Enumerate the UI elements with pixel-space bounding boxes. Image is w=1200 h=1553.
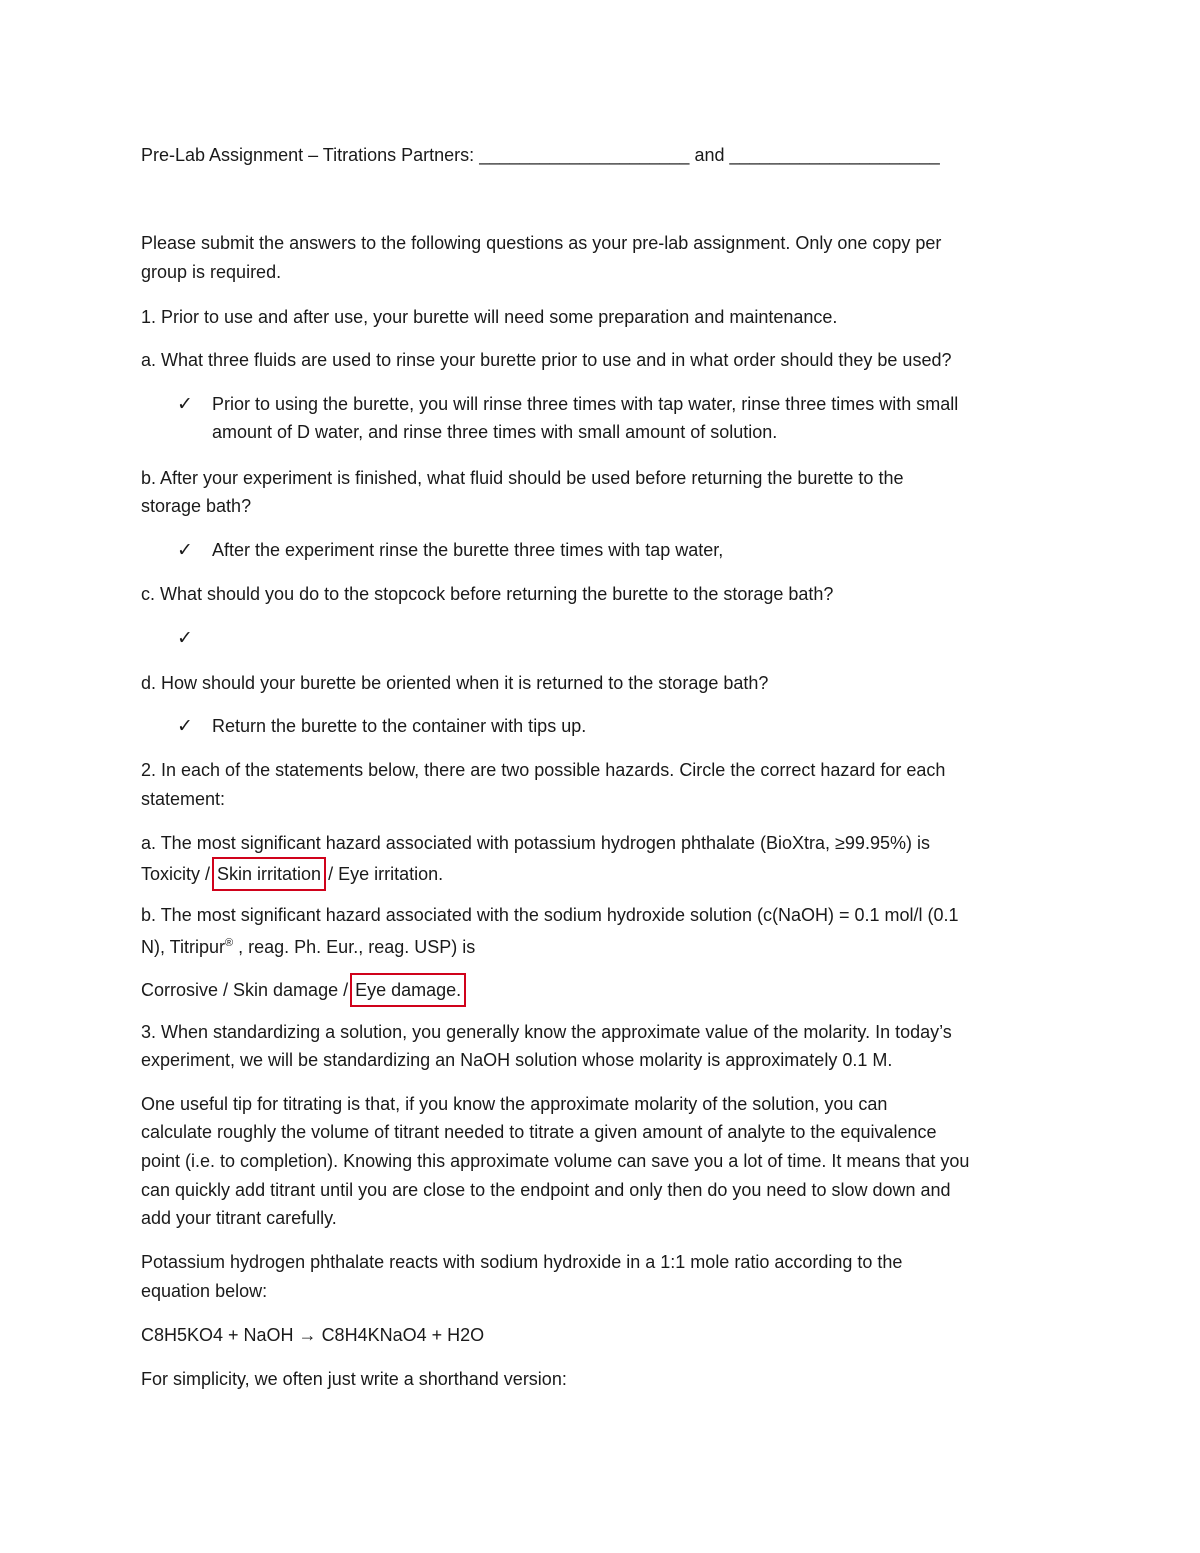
q2a-option-skin-irritation-circled[interactable]: Skin irritation (212, 857, 326, 891)
q3-line-1: 3. When standardizing a solution, you generally know the approximate value of the molarity. In today’s (141, 1022, 952, 1042)
q2-line-2: statement: (141, 789, 226, 809)
intro-line-1: Please submit the answers to the following questions as your pre-lab assignment. Only one copy per (141, 233, 942, 253)
q3-p2-line: add your titrant carefully. (141, 1208, 337, 1228)
q1b-question-line-1: b. After your experiment is finished, what fluid should be used before returning the burette to the (141, 468, 904, 488)
q3-p3-line: Potassium hydrogen phthalate reacts with sodium hydroxide in a 1:1 mole ratio according to the (141, 1252, 903, 1272)
q2b-line-2-pre: N), Titripur (141, 937, 226, 957)
intro-line-2: group is required. (141, 262, 282, 282)
q1d-question: d. How should your burette be oriented when it is returned to the storage bath? (141, 673, 769, 693)
q3-p3-line: equation below: (141, 1281, 268, 1301)
header-line (141, 141, 940, 169)
q3-p2-line: calculate roughly the volume of titrant needed to titrate a given amount of analyte to the equivalence (141, 1122, 937, 1142)
q1a-answer-line-1: Prior to using the burette, you will rinse three times with tap water, rinse three times with small (212, 394, 959, 414)
q2b-line-1: b. The most significant hazard associated with the sodium hydroxide solution (c(NaOH) = 0.1 mol/l (0.1 (141, 905, 959, 925)
checkmark-icon: ✓ (177, 627, 193, 649)
q1c-question: c. What should you do to the stopcock before returning the burette to the storage bath? (141, 584, 834, 604)
q2a-line-1: a. The most significant hazard associated with potassium hydrogen phthalate (BioXtra, ≥99.95%) is (141, 833, 930, 853)
q2a-option-toxicity[interactable]: Toxicity / (141, 864, 211, 884)
q3-p2-line: point (i.e. to completion). Knowing this approximate volume can save you a lot of time. It means that you (141, 1151, 970, 1171)
q3-equation: C8H5KO4 + NaOH → C8H4KNaO4 + H2O (141, 1325, 485, 1345)
q1d-answer-text: Return the burette to the container with tips up. (212, 716, 587, 736)
header-title: Pre-Lab Assignment – Titrations Partners: (141, 145, 475, 165)
q3-p2-line: can quickly add titrant until you are close to the endpoint and only then do you need to slow down and (141, 1180, 951, 1200)
q3-p2-line: One useful tip for titrating is that, if you know the approximate molarity of the solution, you can (141, 1094, 888, 1114)
q3-p4: For simplicity, we often just write a shorthand version: (141, 1369, 567, 1389)
q2-line-1: 2. In each of the statements below, there are two possible hazards. Circle the correct hazard for each (141, 760, 946, 780)
q1a-question: a. What three fluids are used to rinse your burette prior to use and in what order should they be used? (141, 350, 952, 370)
q1a-answer-line-2: amount of D water, and rinse three times with small amount of solution. (212, 422, 778, 442)
checkmark-icon: ✓ (177, 393, 193, 415)
q2a-option-eye-irritation[interactable]: / Eye irritation. (328, 864, 444, 884)
registered-mark: ® (225, 937, 234, 949)
q2b-option-corrosive-skin[interactable]: Corrosive / Skin damage / (141, 980, 349, 1000)
q3-line-2: experiment, we will be standardizing an NaOH solution whose molarity is approximately 0.1 M. (141, 1050, 893, 1070)
q2a-options (141, 857, 443, 885)
partner-blank-2[interactable]: _____________________ (729, 145, 940, 165)
q2b-line-2 (141, 929, 475, 957)
q2b-line-2-post: , reag. Ph. Eur., reag. USP) is (233, 937, 476, 957)
checkmark-icon: ✓ (177, 715, 193, 737)
q2b-option-eye-damage-circled[interactable]: Eye damage. (350, 973, 466, 1007)
header-and: and (694, 145, 725, 165)
q1b-answer-text: After the experiment rinse the burette three times with tap water, (212, 540, 724, 560)
q2b-options (141, 973, 468, 1001)
q1-text: 1. Prior to use and after use, your burette will need some preparation and maintenance. (141, 307, 838, 327)
q1b-question-line-2: storage bath? (141, 496, 252, 516)
checkmark-icon: ✓ (177, 539, 193, 561)
partner-blank-1[interactable]: _____________________ (479, 145, 690, 165)
